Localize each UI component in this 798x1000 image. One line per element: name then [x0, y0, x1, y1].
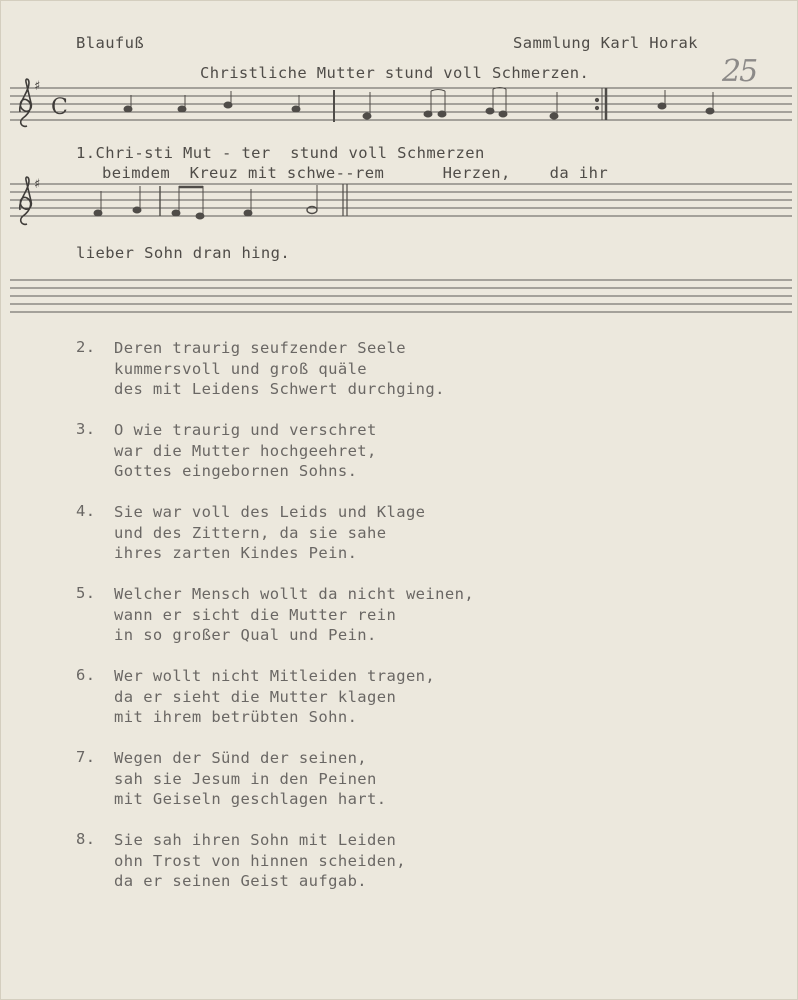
- svg-text:♯: ♯: [34, 177, 41, 192]
- song-title: Christliche Mutter stund voll Schmerzen.: [200, 64, 590, 82]
- verse-1-line-1: 1.Chri-sti Mut - ter stund voll Schmerzen: [76, 144, 485, 162]
- verse-1-line-2: beimdem Kreuz mit schwe--rem Herzen, da ihr: [102, 164, 609, 182]
- verse-number: 3.: [76, 420, 96, 438]
- verse-line: da er sieht die Mutter klagen: [114, 687, 397, 706]
- verse-5: [76, 584, 474, 646]
- verse-line: ihres zarten Kindes Pein.: [114, 544, 358, 562]
- verse-number: 2.: [76, 338, 96, 356]
- verse-number: 7.: [76, 748, 96, 766]
- verse-8: [76, 830, 406, 892]
- verse-line: ohn Trost von hinnen scheiden,: [114, 851, 406, 870]
- verse-line: Sie war voll des Leids und Klage: [114, 503, 426, 521]
- common-time-icon: C: [51, 95, 68, 120]
- verse-number: 4.: [76, 502, 96, 520]
- verse-line: wann er sicht die Mutter rein: [114, 605, 397, 624]
- verse-2: [76, 338, 445, 400]
- folio-number: 25: [722, 54, 757, 89]
- verse-line: war die Mutter hochgeehret,: [114, 441, 377, 460]
- verse-1-line-3: lieber Sohn dran hing.: [76, 244, 291, 262]
- verse-4: [76, 502, 425, 564]
- verse-number: 5.: [76, 584, 96, 602]
- verse-number: 8.: [76, 830, 96, 848]
- verse-6: [76, 666, 435, 728]
- verse-line: Wegen der Sünd der seinen,: [114, 749, 368, 767]
- verse-line: kummersvoll und groß quäle: [114, 359, 368, 378]
- verse-line: Welcher Mensch wollt da nicht weinen,: [114, 585, 475, 603]
- svg-text:♯: ♯: [34, 79, 41, 94]
- verse-line: Wer wollt nicht Mitleiden tragen,: [114, 667, 436, 685]
- verse-line: mit ihrem betrübten Sohn.: [114, 708, 358, 726]
- verse-7: [76, 748, 387, 810]
- music-staff-2: [0, 172, 798, 232]
- verse-line: sah sie Jesum in den Peinen: [114, 769, 377, 788]
- verse-line: in so großer Qual und Pein.: [114, 626, 377, 644]
- verse-line: Sie sah ihren Sohn mit Leiden: [114, 831, 397, 849]
- verse-line: und des Zittern, da sie sahe: [114, 523, 387, 542]
- verse-line: Gottes eingebornen Sohns.: [114, 462, 358, 480]
- verse-line: des mit Leidens Schwert durchging.: [114, 380, 445, 398]
- header-collection: Sammlung Karl Horak: [513, 34, 698, 52]
- verse-number: 6.: [76, 666, 96, 684]
- verse-line: O wie traurig und verschret: [114, 421, 377, 439]
- verse-line: mit Geiseln geschlagen hart.: [114, 790, 387, 808]
- header-origin: Blaufuß: [76, 34, 145, 52]
- treble-clef-icon: [20, 79, 32, 126]
- verse-3: [76, 420, 377, 482]
- verse-line: Deren traurig seufzender Seele: [114, 339, 406, 357]
- music-staff-1: [0, 78, 798, 138]
- empty-staff: [0, 270, 798, 320]
- verse-line: da er seinen Geist aufgab.: [114, 872, 368, 890]
